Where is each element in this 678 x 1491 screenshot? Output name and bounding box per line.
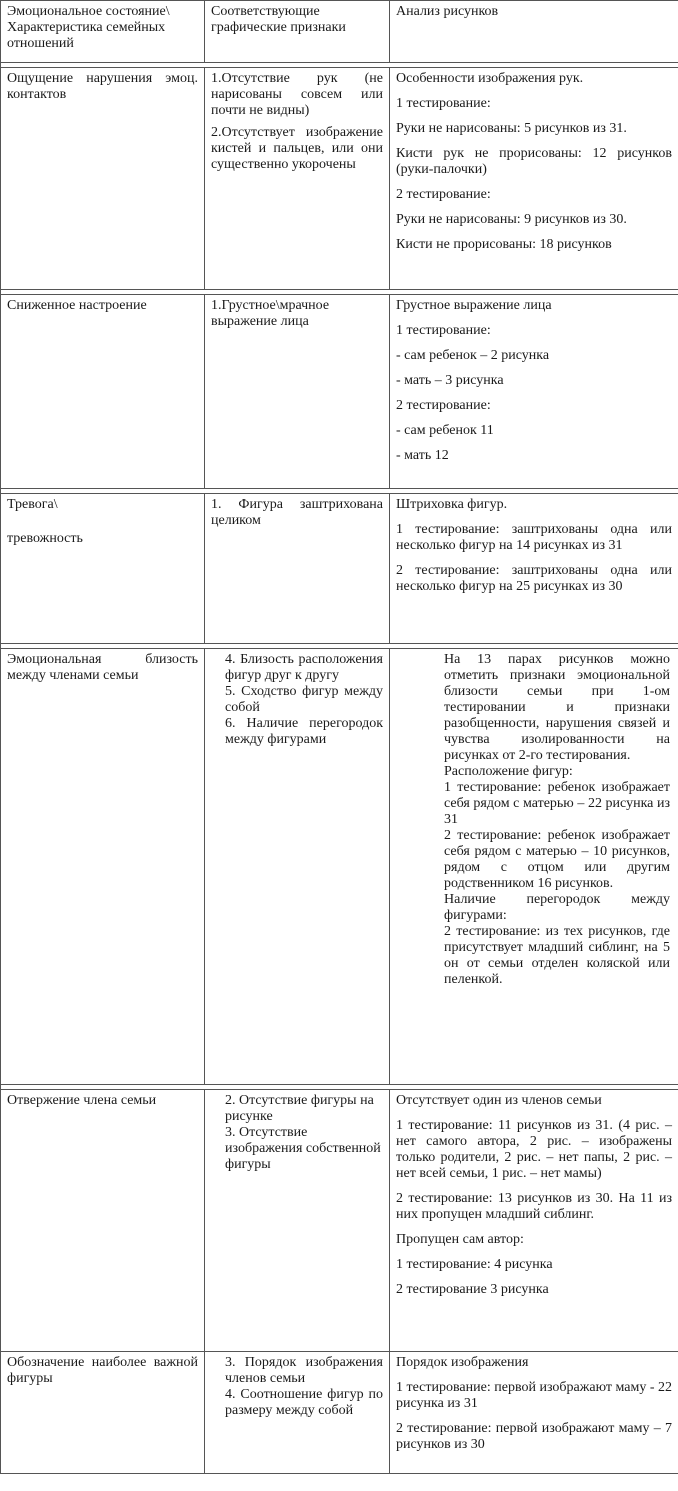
cell-text: 2 тестирование: из тех рисунков, где присутствует младший сиблинг, на 5 он от семьи отделен коляской или пеленкой. — [444, 924, 670, 987]
cell-text: Штриховка фигур. — [396, 497, 508, 512]
cell-text: 2 тестирование 3 рисунка — [396, 1282, 549, 1297]
cell-text: 5. Сходство фигур между собой — [225, 684, 383, 715]
cell-text: 2 тестирование: первой изображают маму – 7 рисунков из 30 — [396, 1421, 672, 1452]
table-row — [1, 649, 678, 1085]
table-row — [1, 68, 678, 290]
cell-text: 2 тестирование: — [396, 398, 491, 413]
cell-text: Отсутствует один из членов семьи — [396, 1093, 602, 1108]
table-cell — [1, 68, 205, 290]
table-cell — [1, 1352, 205, 1474]
cell-text: - сам ребенок – 2 рисунка — [396, 348, 550, 363]
cell-text: 4. Соотношение фигур по размеру между собой — [225, 1387, 383, 1418]
table-row — [1, 1090, 678, 1352]
cell-text: - мать – 3 рисунка — [396, 373, 504, 388]
table-cell — [205, 295, 390, 489]
cell-text: 1.Грустное\мрачное выражение лица — [211, 298, 330, 329]
table-row — [1, 295, 678, 489]
cell-text: Особенности изображения рук. — [396, 71, 584, 86]
table-cell — [205, 1090, 390, 1352]
cell-text: 3. Отсутствие изображения собственной фигуры — [225, 1125, 381, 1172]
table-cell — [390, 494, 678, 644]
table-cell — [390, 68, 678, 290]
cell-text: 2 тестирование: 13 рисунков из 30. На 11 из них пропущен младший сиблинг. — [396, 1191, 672, 1222]
cell-text: Кисти не прорисованы: 18 рисунков — [396, 237, 612, 252]
table-cell — [205, 68, 390, 290]
cell-text: Грустное выражение лица — [396, 298, 552, 313]
cell-text: 4. Близость расположения фигур друг к другу — [225, 652, 383, 683]
cell-text: тревожность — [7, 531, 83, 546]
table-cell — [1, 295, 205, 489]
cell-text: Руки не нарисованы: 9 рисунков из 30. — [396, 212, 627, 227]
cell-text: 2 тестирование: — [396, 187, 491, 202]
cell-text: Сниженное настроение — [7, 298, 147, 313]
cell-text: Расположение фигур: — [444, 764, 573, 779]
table-cell — [1, 494, 205, 644]
cell-text: Отвержение члена семьи — [7, 1093, 157, 1108]
cell-text: - мать 12 — [396, 448, 449, 463]
cell-text: 1 тестирование: 4 рисунка — [396, 1257, 553, 1272]
cell-text: На 13 парах рисунков можно отметить признаки эмоциональной близости семьи при 1-ом тестировании и признаки разобщенности, нарушения связей и чувства изолированности на рисунках от 2-го тестирования. — [444, 652, 670, 763]
cell-text: 2.Отсутствует изображение кистей и пальцев, или они существенно укорочены — [211, 125, 383, 172]
table-row — [1, 1352, 678, 1474]
cell-text: 2 тестирование: ребенок изображает себя рядом с матерью – 10 рисунков, рядом с отцом или другим родственником 16 рисунков. — [444, 828, 670, 891]
table-cell — [1, 1090, 205, 1352]
cell-text: Эмоциональная близость между членами семьи — [7, 652, 198, 683]
header-cell: Анализ рисунков — [390, 1, 678, 63]
cell-text: 1 тестирование: — [396, 96, 491, 111]
table-cell — [205, 649, 390, 1085]
table-cell — [205, 494, 390, 644]
cell-text: Пропущен сам автор: — [396, 1232, 524, 1247]
table-cell — [390, 1090, 678, 1352]
header-cell: Эмоциональное состояние\ Характеристика семейных отношений — [1, 1, 205, 63]
table-cell — [390, 295, 678, 489]
cell-text: 1 тестирование: заштрихованы одна или несколько фигур на 14 рисунках из 31 — [396, 522, 672, 553]
table-header-row — [1, 1, 678, 63]
cell-text: Наличие перегородок между фигурами: — [444, 892, 670, 923]
table-cell — [390, 1352, 678, 1474]
header-cell: Соответствующие графические признаки — [205, 1, 390, 63]
cell-text: Ощущение нарушения эмоц. контактов — [7, 71, 198, 102]
table-cell — [390, 649, 678, 1085]
cell-text: Тревога\ — [7, 497, 58, 512]
cell-text: 1 тестирование: первой изображают маму - 22 рисунка из 31 — [396, 1380, 673, 1411]
cell-text: 1 тестирование: — [396, 323, 491, 338]
table-row — [1, 494, 678, 644]
cell-text: Руки не нарисованы: 5 рисунков из 31. — [396, 121, 627, 136]
cell-text: 1 тестирование: ребенок изображает себя рядом с матерью – 22 рисунка из 31 — [444, 780, 670, 827]
cell-text: 3. Порядок изображения членов семьи — [225, 1355, 383, 1386]
cell-text: Кисти рук не прорисованы: 12 рисунков (руки-палочки) — [396, 146, 672, 177]
cell-text: 2. Отсутствие фигуры на рисунке — [225, 1093, 374, 1124]
cell-text: 1.Отсутствие рук (не нарисованы совсем или почти не видны) — [211, 71, 383, 118]
table-cell — [1, 649, 205, 1085]
cell-text: Обозначение наиболее важной фигуры — [7, 1355, 198, 1386]
cell-text: 1 тестирование: 11 рисунков из 31. (4 рис. – нет самого автора, 2 рис. – изображены только родители, 2 рис. – нет папы, 2 рис. – нет всей семьи, 1 рис. – нет мамы) — [396, 1118, 672, 1181]
cell-text: 2 тестирование: заштрихованы одна или несколько фигур на 25 рисунках из 30 — [396, 563, 672, 594]
cell-text: Порядок изображения — [396, 1355, 529, 1370]
cell-text: 1. Фигура заштрихована целиком — [211, 497, 383, 528]
cell-text: 6. Наличие перегородок между фигурами — [225, 716, 383, 747]
cell-text: - сам ребенок 11 — [396, 423, 494, 438]
table-cell — [205, 1352, 390, 1474]
